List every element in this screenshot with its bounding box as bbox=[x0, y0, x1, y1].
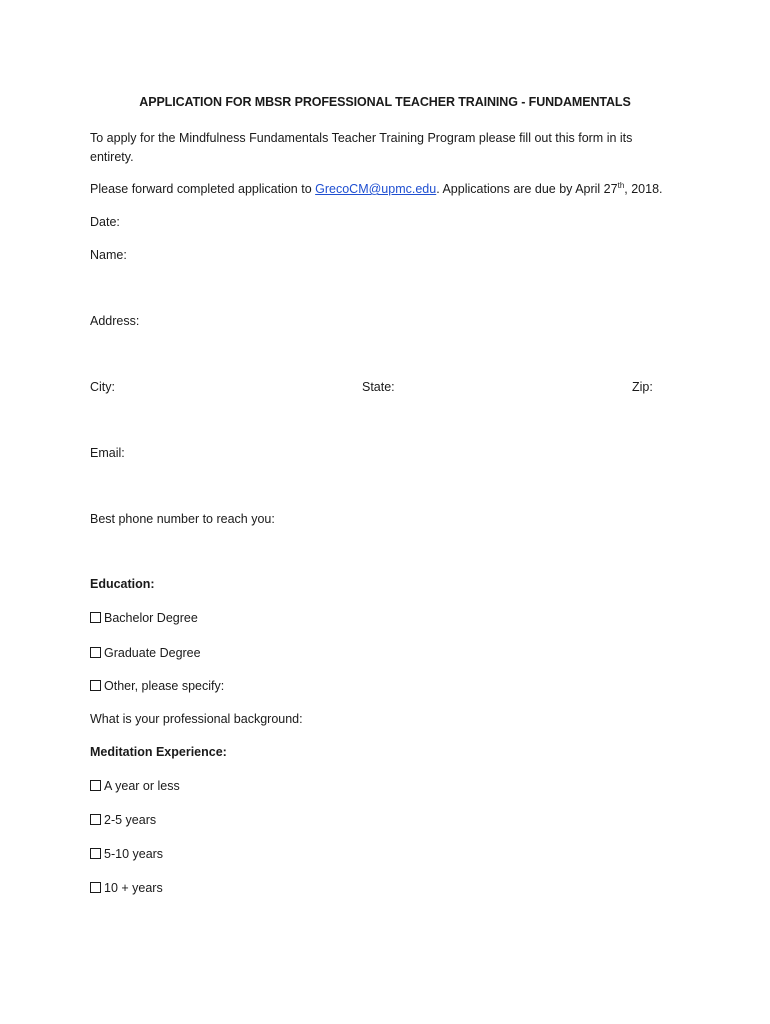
address-field-label: Address: bbox=[90, 314, 140, 328]
option-label: 2-5 years bbox=[104, 813, 157, 827]
option-label: A year or less bbox=[104, 779, 180, 793]
meditation-option-year-or-less[interactable] bbox=[90, 779, 180, 793]
name-field-label: Name: bbox=[90, 248, 127, 262]
state-field-label: State: bbox=[362, 380, 395, 394]
checkbox-icon[interactable] bbox=[90, 814, 101, 825]
date-field-label: Date: bbox=[90, 215, 120, 229]
option-label: Other, please specify: bbox=[104, 679, 225, 693]
meditation-option-5-10-years[interactable] bbox=[90, 847, 163, 861]
phone-field-label: Best phone number to reach you: bbox=[90, 512, 275, 526]
checkbox-icon[interactable] bbox=[90, 612, 101, 623]
due-date-text: . Applications are due by April 27 bbox=[436, 182, 618, 196]
meditation-option-10-plus-years[interactable] bbox=[90, 881, 163, 895]
email-field-label: Email: bbox=[90, 446, 125, 460]
education-option-bachelor[interactable] bbox=[90, 611, 198, 625]
option-label: Bachelor Degree bbox=[104, 611, 198, 625]
option-label: 5-10 years bbox=[104, 847, 164, 861]
background-question: What is your professional background: bbox=[90, 712, 303, 726]
page-title: APPLICATION FOR MBSR PROFESSIONAL TEACHER TRAINING - FUNDAMENTALS bbox=[139, 95, 631, 109]
option-label: 10 + years bbox=[104, 881, 163, 895]
email-link[interactable]: GrecoCM@upmc.edu bbox=[315, 182, 437, 196]
meditation-heading: Meditation Experience: bbox=[90, 745, 227, 759]
education-option-graduate[interactable] bbox=[90, 646, 201, 660]
education-option-other[interactable] bbox=[90, 679, 224, 693]
intro-paragraph: To apply for the Mindfulness Fundamentals Teacher Training Program please fill out this form in its entirety. bbox=[90, 131, 633, 164]
checkbox-icon[interactable] bbox=[90, 780, 101, 791]
due-date-superscript: th bbox=[617, 180, 625, 190]
meditation-option-2-5-years[interactable] bbox=[90, 813, 156, 827]
option-label: Graduate Degree bbox=[104, 646, 201, 660]
checkbox-icon[interactable] bbox=[90, 882, 101, 893]
forward-text: Please forward completed application to bbox=[90, 182, 316, 196]
education-heading: Education: bbox=[90, 577, 155, 591]
checkbox-icon[interactable] bbox=[90, 647, 101, 658]
zip-field-label: Zip: bbox=[632, 380, 653, 394]
checkbox-icon[interactable] bbox=[90, 680, 101, 691]
due-date-year: , 2018. bbox=[624, 182, 663, 196]
city-field-label: City: bbox=[90, 380, 115, 394]
checkbox-icon[interactable] bbox=[90, 848, 101, 859]
submission-instructions bbox=[90, 182, 663, 196]
